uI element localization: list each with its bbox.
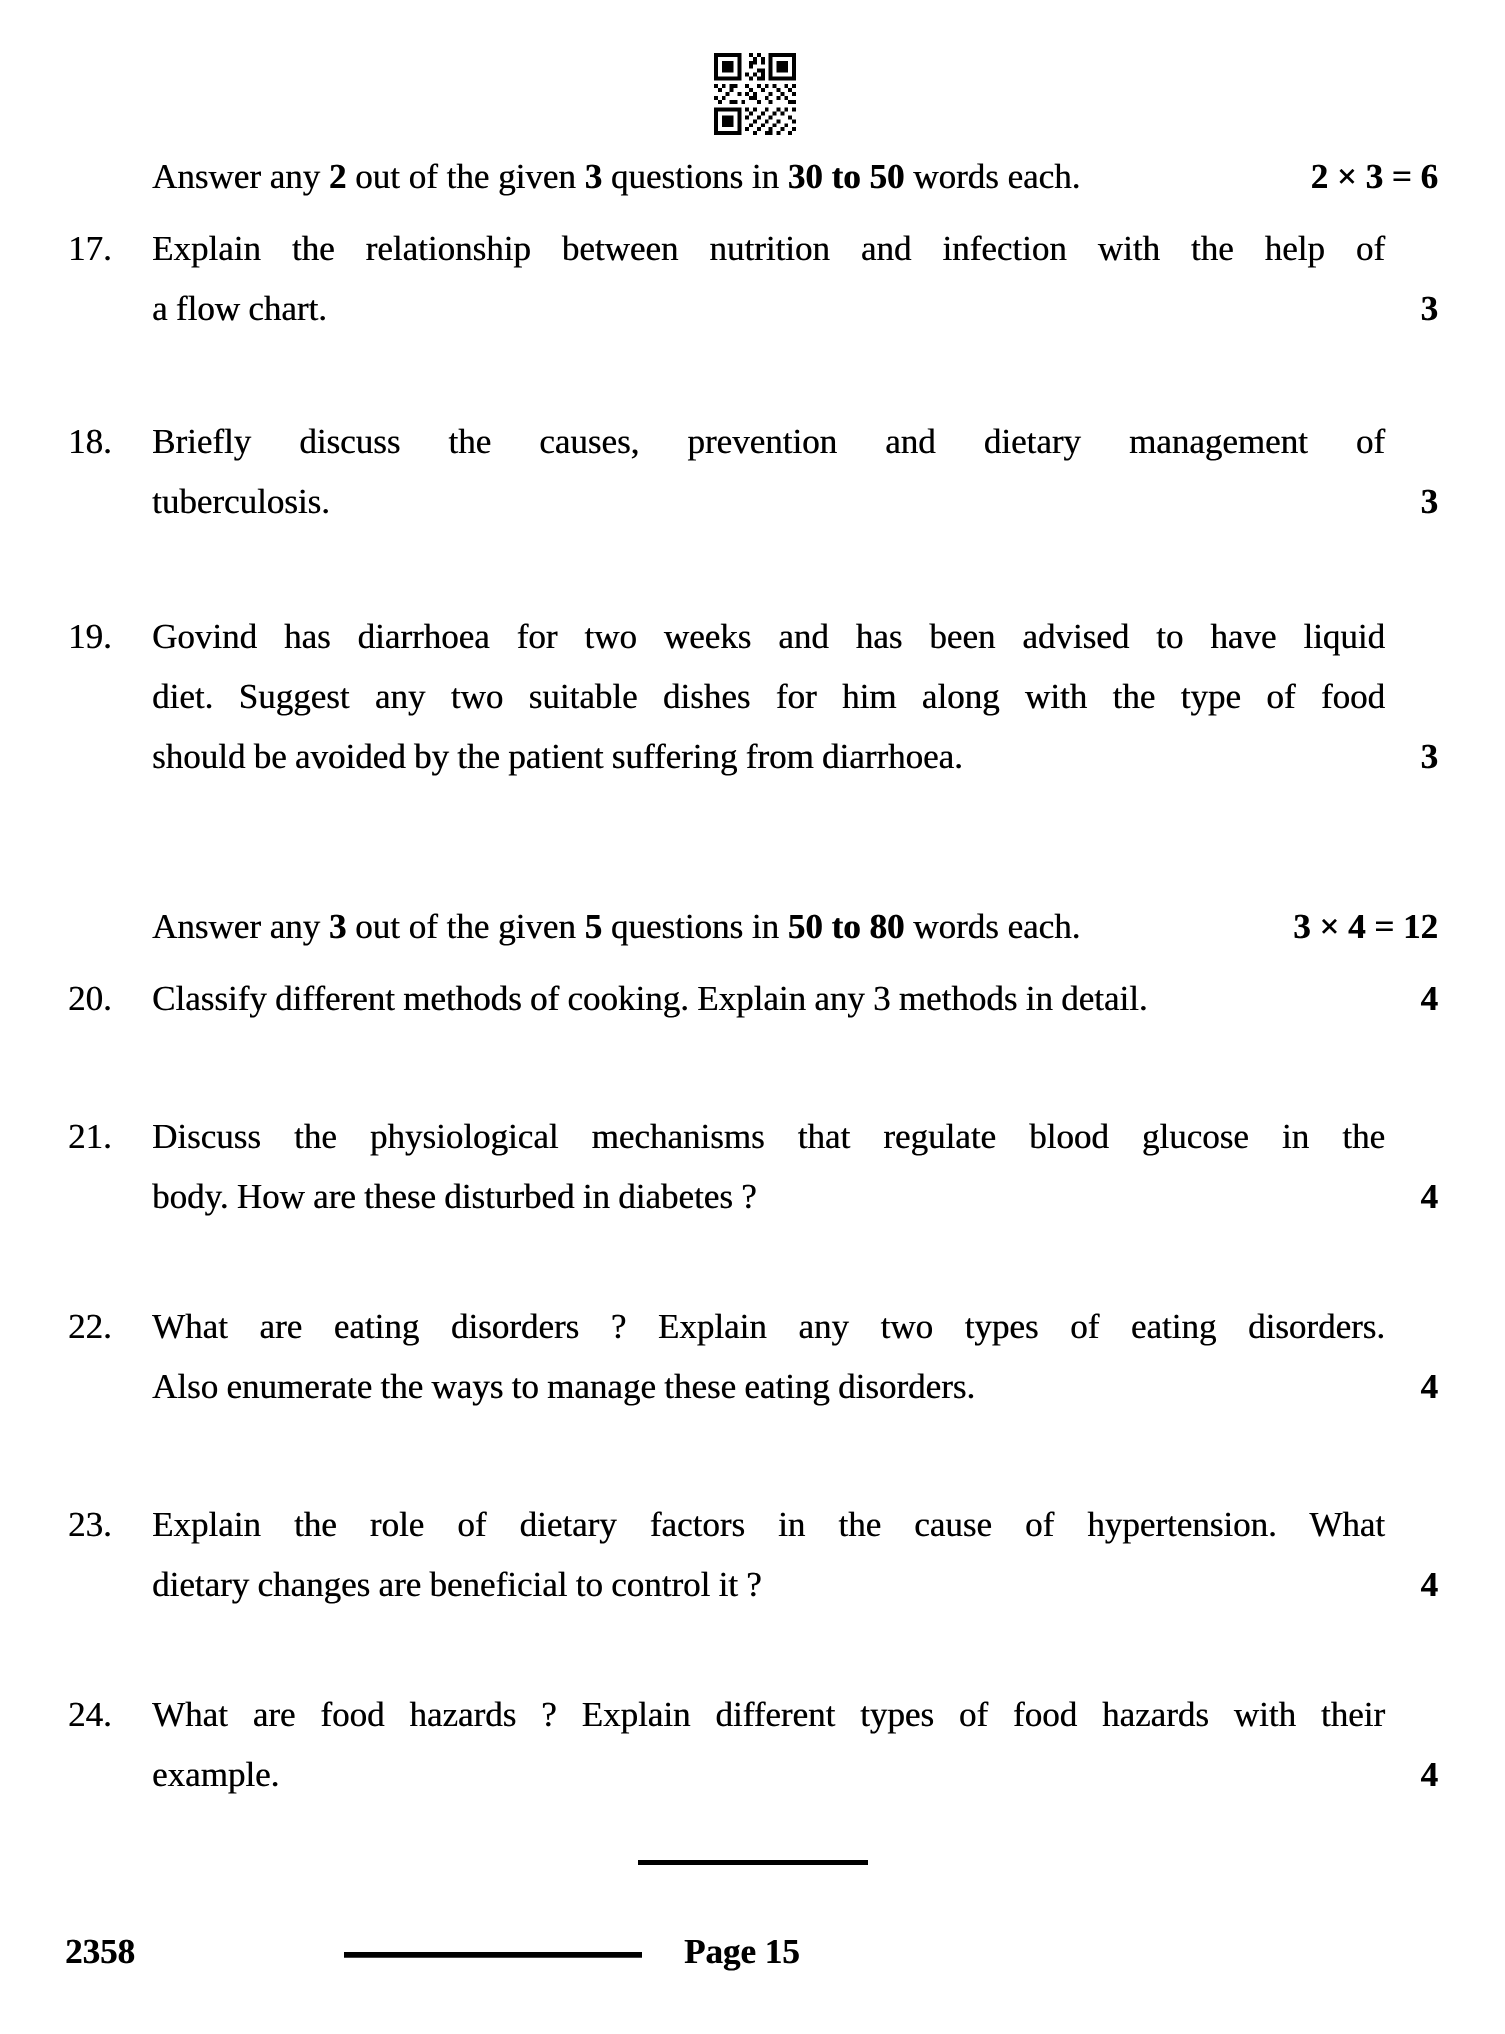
question-23: [68, 1495, 1438, 1615]
question-text-line: tuberculosis.: [152, 482, 330, 521]
instruction-run: out of the given: [346, 907, 585, 946]
question-number: 23.: [68, 1505, 112, 1544]
question-21: [68, 1107, 1438, 1227]
question-text-line: a flow chart.: [152, 289, 327, 328]
question-number: 19.: [68, 617, 112, 656]
instruction-run: questions in: [602, 157, 788, 196]
instruction-run: words each.: [904, 157, 1081, 196]
instruction-run: Answer any: [152, 157, 329, 196]
question-text-line: Govind has diarrhoea for two weeks and has been advised to have liquid: [152, 617, 1385, 656]
question-marks: 4: [1420, 979, 1438, 1018]
instruction-run: questions in: [602, 907, 788, 946]
marks-formula: 2 × 3 = 6: [1310, 157, 1438, 196]
question-text-line: diet. Suggest any two suitable dishes for him along with the type of food: [152, 677, 1385, 716]
question-marks: 3: [1420, 482, 1438, 521]
question-text-line: example.: [152, 1755, 280, 1794]
instruction-run: 3: [328, 907, 347, 946]
instruction-text: [152, 897, 1080, 957]
instruction-run: out of the given: [346, 157, 585, 196]
question-text-line: dietary changes are beneficial to control it ?: [152, 1565, 762, 1604]
question-17: [68, 219, 1438, 339]
question-text-line: body. How are these disturbed in diabetes ?: [152, 1177, 757, 1216]
question-text-line: should be avoided by the patient suffering from diarrhoea.: [152, 737, 963, 776]
question-24: [68, 1685, 1438, 1805]
question-19: [68, 607, 1438, 787]
paper-code: 2358: [65, 1932, 135, 1971]
section-b-instruction: [152, 897, 1438, 957]
question-text-line: Also enumerate the ways to manage these eating disorders.: [152, 1367, 976, 1406]
question-text-line: Discuss the physiological mechanisms that regulate blood glucose in the: [152, 1117, 1385, 1156]
question-20: [68, 969, 1438, 1029]
question-18: [68, 412, 1438, 532]
question-22: [68, 1297, 1438, 1417]
instruction-run: 3: [584, 157, 603, 196]
question-text-line: Classify different methods of cooking. Explain any 3 methods in detail.: [152, 979, 1148, 1018]
question-text-line: What are food hazards ? Explain different types of food hazards with their: [152, 1695, 1385, 1734]
section-a-instruction: [152, 147, 1438, 207]
question-text-line: Explain the role of dietary factors in the cause of hypertension. What: [152, 1505, 1385, 1544]
question-marks: 3: [1420, 289, 1438, 328]
question-number: 21.: [68, 1117, 112, 1156]
question-marks: 4: [1420, 1177, 1438, 1216]
question-number: 18.: [68, 422, 112, 461]
instruction-run: 50 to 80: [787, 907, 905, 946]
question-marks: 4: [1420, 1565, 1438, 1604]
question-marks: 4: [1420, 1755, 1438, 1794]
marks-formula: 3 × 4 = 12: [1293, 907, 1438, 946]
question-text-line: What are eating disorders ? Explain any two types of eating disorders.: [152, 1307, 1385, 1346]
qr-code-icon: [714, 52, 796, 136]
instruction-run: 2: [328, 157, 347, 196]
question-number: 24.: [68, 1695, 112, 1734]
question-marks: 4: [1420, 1367, 1438, 1406]
instruction-run: Answer any: [152, 907, 329, 946]
question-text-line: Explain the relationship between nutrition and infection with the help of: [152, 229, 1385, 268]
question-number: 22.: [68, 1307, 112, 1346]
end-of-paper-divider: [638, 1860, 868, 1865]
instruction-run: words each.: [904, 907, 1081, 946]
instruction-run: 5: [584, 907, 603, 946]
question-number: 17.: [68, 229, 112, 268]
instruction-text: [152, 147, 1080, 207]
page-number: Page 15: [684, 1932, 800, 1971]
footer-divider: [344, 1952, 642, 1958]
question-number: 20.: [68, 979, 112, 1018]
instruction-run: 30 to 50: [787, 157, 905, 196]
question-text-line: Briefly discuss the causes, prevention and dietary management of: [152, 422, 1385, 461]
question-marks: 3: [1420, 737, 1438, 776]
